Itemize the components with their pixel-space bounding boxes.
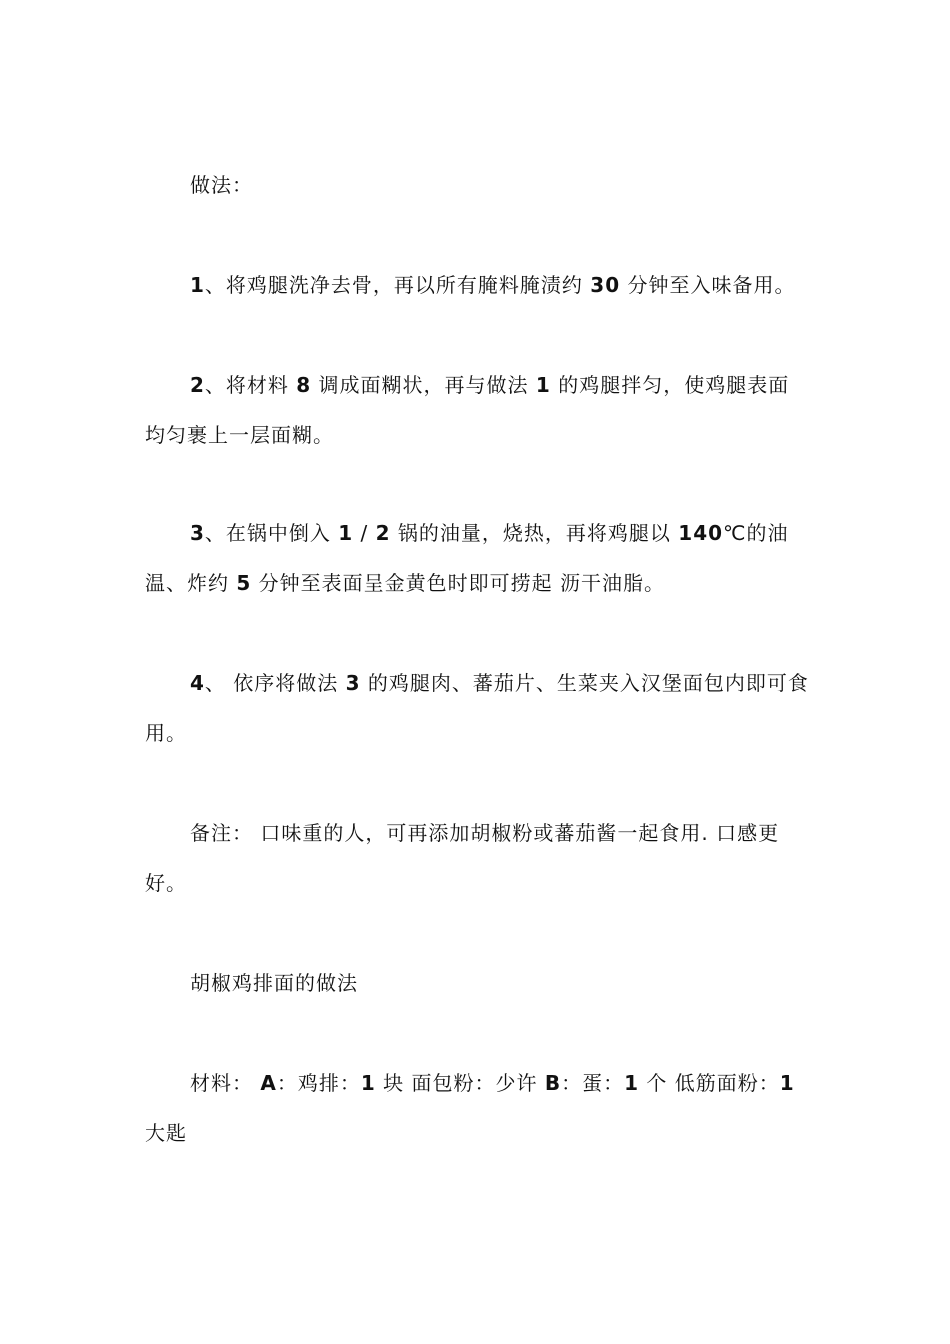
step-2-text-a: 、将材料 [204,373,297,397]
step-2-method-num: 1 [535,373,551,397]
step-1 [145,260,810,310]
step-4-text-b: 的鸡腿肉、蕃茄片、生菜夹入汉堡面包内即可食用。 [145,671,809,745]
step-2-text-b: 调成面糊状，再与做法 [311,373,536,397]
step-4-method-num: 3 [345,671,361,695]
materials-text-2: 块 面包粉：少许 [375,1071,545,1095]
materials-text-5: 大匙 [145,1121,187,1145]
step-4-number: 4 [190,671,205,695]
materials-qty-1: 1 [360,1071,376,1095]
materials-group-b: B [544,1071,562,1095]
step-3-frac-den: 2 [375,521,391,545]
materials-qty-3: 1 [779,1071,795,1095]
step-3-text-b: 锅的油量，烧热，再将鸡腿以 [390,521,679,545]
step-2 [145,360,810,460]
materials-label: 材料： [190,1071,261,1095]
step-4 [145,658,810,758]
step-3-frac-num: 1 [338,521,354,545]
method-heading: 做法： [190,173,253,197]
step-1-text-a: 、将鸡腿洗净去骨，再以所有腌料腌渍约 [204,273,591,297]
step-2-material-num: 8 [296,373,312,397]
step-3-number: 3 [190,521,205,545]
step-1-text-b: 分钟至入味备用。 [620,273,796,297]
materials-text-1: ：鸡排： [276,1071,361,1095]
step-1-number: 1 [190,273,205,297]
step-3-text-d: 分钟至表面呈金黄色时即可捞起 沥干油脂。 [251,571,665,595]
materials-qty-2: 1 [624,1071,640,1095]
recipe-title: 胡椒鸡排面的做法 [190,971,358,995]
step-3-text-c: ℃的油温、炸约 [145,521,789,595]
step-3-text-a: 、在锅中倒入 [204,521,339,545]
step-4-text-a: 、 依序将做法 [204,671,346,695]
step-1-minutes: 30 [590,273,621,297]
materials-text-3: ：蛋： [561,1071,625,1095]
materials [145,1058,810,1158]
materials-text-4: 个 低筋面粉： [639,1071,780,1095]
step-2-text-c: 的鸡腿拌匀，使鸡腿表面均匀裹上一层面糊。 [145,373,790,447]
step-3-temperature: 140 [678,521,724,545]
note: 备注： 口味重的人，可再添加胡椒粉或蕃茄酱一起食用. 口感更好。 [145,821,780,895]
step-3 [145,508,810,608]
step-3-minutes: 5 [236,571,252,595]
step-3-slash: / [353,521,376,545]
step-2-number: 2 [190,373,205,397]
materials-group-a: A [260,1071,277,1095]
